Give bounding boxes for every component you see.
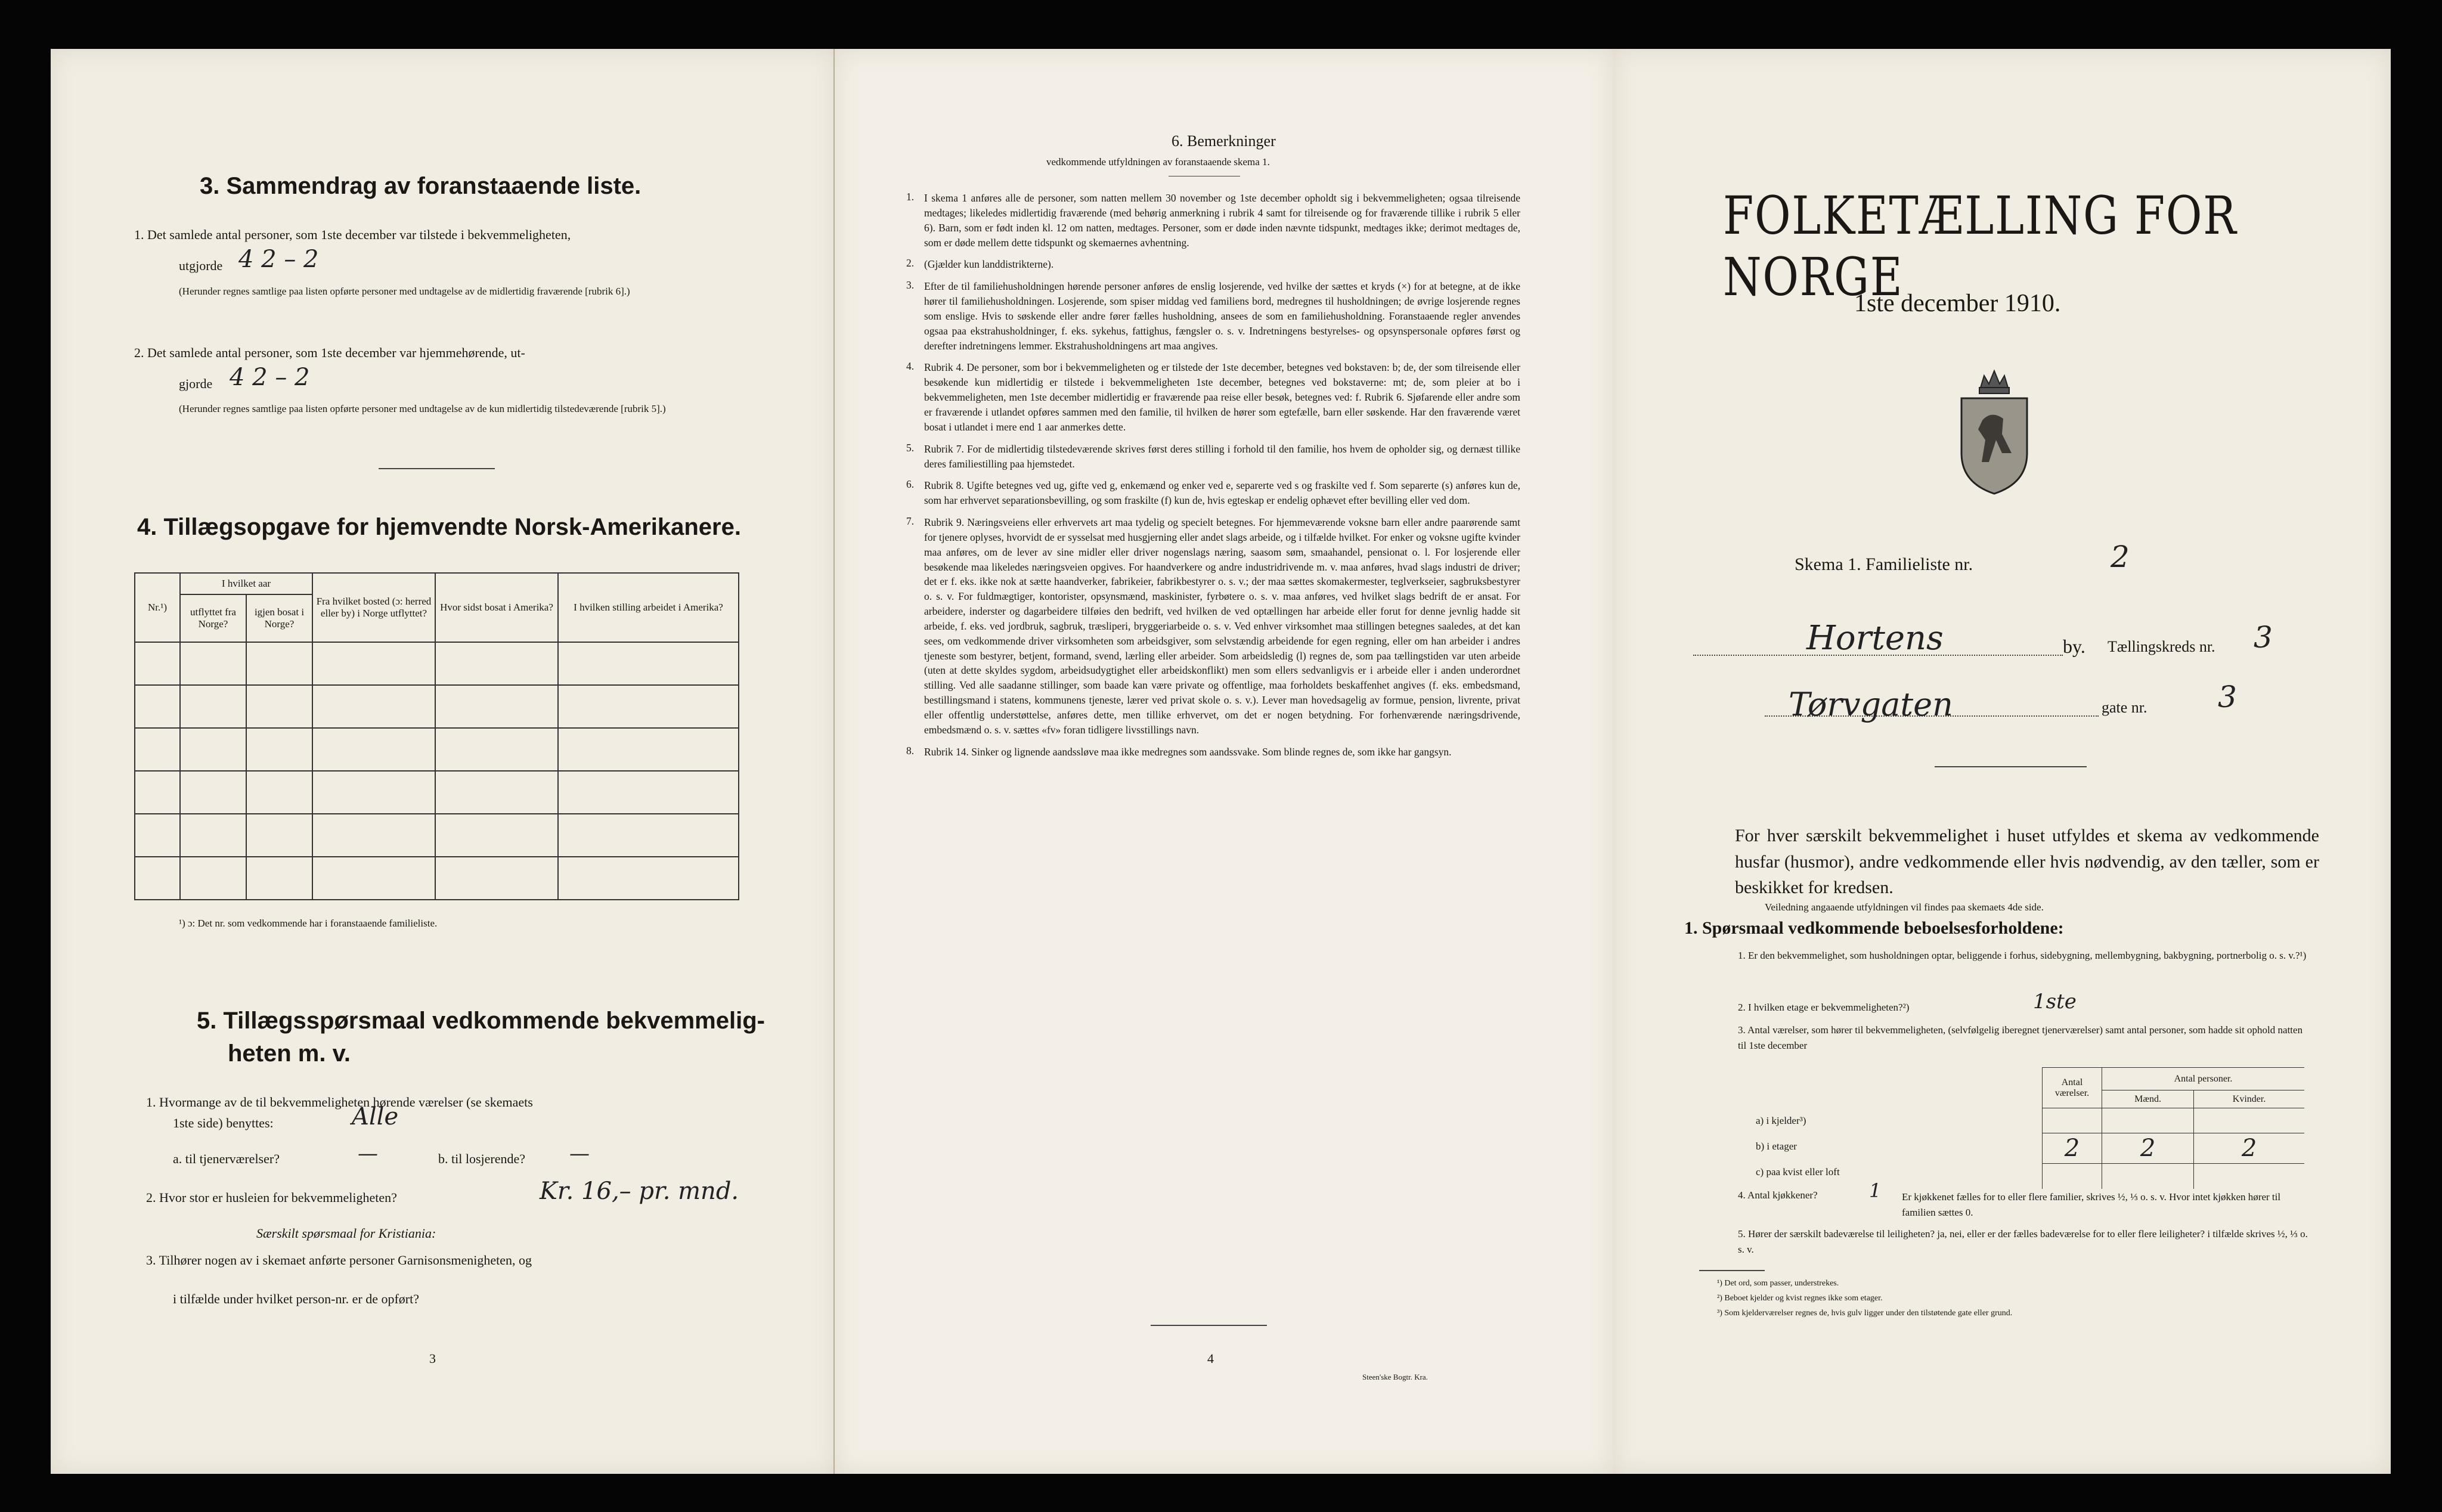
- section-4-title: 4. Tillægsopgave for hjemvendte Norsk-Amerikanere.: [137, 514, 741, 540]
- remark-item: 2. (Gjælder kun landdistrikterne).: [906, 257, 1054, 271]
- q4b-text: Er kjøkkenet fælles for to eller flere familier, skrives ½, ⅓ o. s. v. Hvor intet kjøkken hører til familien sættes 0.: [1902, 1191, 2281, 1218]
- table-row: [2043, 1164, 2305, 1189]
- rooms-table: [2042, 1067, 2304, 1189]
- row-a-label: a) i kjelder³): [1756, 1115, 1806, 1126]
- gate-label: gate nr.: [2102, 699, 2147, 716]
- s5-q1-handwritten: Alle: [352, 1103, 399, 1130]
- s3-item-1-utgjorde: utgjorde: [179, 258, 223, 273]
- table-row: [135, 728, 739, 771]
- divider: [1935, 766, 2087, 767]
- footnote-2: ²) Beboet kjelder og kvist regnes ikke som etager.: [1717, 1294, 1883, 1303]
- remark-item: 4. Rubrik 4. De personer, som bor i bekvemmeligheten og er tilstede der 1ste december, betegnes ved bokstaven: b; de, der som tilreisende eller besøkende kun midlertidig er tilstede i bekvemmeligheten 1ste december, betegnes ved bokstaverne: mt; de, som pleier at bo i bekvemmeligheten, men 1ste december midlertidig er fraværende paa reise eller besøk, betegnes ved: f. Rubrik 6. Sjøfarende eller andre som er fraværende i utlandet opføres sammen med den familie, til hvilken de hører som egtefælle, barn eller søskende. Har den fraværende været bosat i utlandet i mere end 1 aar anmerkes dette.: [906, 360, 1520, 433]
- section-5-title-line1: 5. Tillægsspørsmaal vedkommende bekvemmelig-: [197, 1008, 765, 1034]
- section-5-title-line2: heten m. v.: [228, 1040, 351, 1067]
- census-title: FOLKETÆLLING FOR NORGE: [1723, 185, 2238, 308]
- remark-item: 6. Rubrik 8. Ugifte betegnes ved ug, gifte ved g, enkemænd og enker ved e, separerte ved s og fraskilte ved f. Som separerte (s) anføres kun de, som har erhvervet separationsbevilling, og som fraskilte (f) kun de, hvis egteskap er endelig ophævet efter bevilling eller ved dom.: [906, 478, 1520, 507]
- row-b-label: b) i etager: [1756, 1141, 1797, 1152]
- cell-maend: 2: [2102, 1133, 2194, 1164]
- col-stilling: I hvilken stilling arbeidet i Amerika?: [558, 573, 739, 642]
- divider: [1151, 1325, 1267, 1326]
- s3-item-1-handwritten: 4 2 – 2: [238, 246, 319, 273]
- s3-item-1-note: (Herunder regnes samtlige paa listen opførte personer med undtagelse av de midlertidig fraværende [rubrik 6].): [179, 286, 630, 297]
- printer-mark: Steen'ske Bogtr. Kra.: [1362, 1372, 1428, 1381]
- page-number: 4: [1207, 1351, 1214, 1366]
- remark-item: 8. Rubrik 14. Sinker og lignende aandssløve maa ikke medregnes som aandssvake. Som blinde regnes de, som ikke har gangsyn.: [906, 744, 1452, 758]
- s3-item-2-note: (Herunder regnes samtlige paa listen opførte personer med undtagelse av de kun midlertidig tilstedeværende [rubrik 5].): [179, 403, 666, 414]
- remark-item: 7. Rubrik 9. Næringsveiens eller erhvervets art maa tydelig og specielt betegnes. For hjemmeværende voksne barn eller andre paarørende samt for tjenere oplyses, hvorvidt de er sysselsat med husgjerning eller andet slags arbeide, og i tilfælde hvilket. For enker og voksne ugifte kvinder maa anføres, om de lever av sine midler eller driver nogenslags næring, saasom søm, smaahandel, pensionat o. l. For losjerende eller besøkende maa likeledes næringsveien opgives. For haandverkere og andre industridrivende m. v. maa anføres, hvad slags industri de driver; det er f. eks. ikke nok at sætte haandverker, fabrikeier, fabrikbestyrer o. s. v.; der maa sættes skomakermester, teglverkseier, sagbruksbestyrer o. s. v. For fuldmægtiger, kontorister, opsynsmænd, maskinister, fyrbøtere o. s. v. maa anføres, ved hvilket slags bedrift de er ansat. For arbeidere, inderster og dagarbeidere tilføies den bedrift, ved hvilken de ved optællingen har arbeide eller forut for denne jevnlig hadde sit arbeide, f. eks. ved jordbruk, sagbruk, træsliperi, bryggeriarbeide o. s. v. Ved enhver virksomhet maa stillingen betegnes saaledes, at det kan sees, om vedkommende driver virksomheten som arbeidsgiver, som selvstændig arbeidende for egen regning, eller om han arbeider i andres tjeneste som bestyrer, betjent, formand, svend, lærling eller arbeider. Som arbeidsledig (l) regnes de, som paa tællingstiden var uten arbeide (uten at dette skyldes sygdom, arbeidsudygtighet eller arbeidskonflikt) men som ellers sedvanligvis er i arbeide eller i anden underordnet stilling. Ved alle saadanne stillinger, som baade kan være private og offentlige, maa forholdets beskaffenhet angives (f. eks. embedsmand, bestillingsmand i statens, kommunens tjeneste, lærer ved privat skole o. s. v.). Lever man hovedsagelig av formue, pension, livrente, privat eller offentlig understøttelse, anføres dette, men tillike erhvervet, om det er nogen betydning. For forhenværende næringsdrivende, embedsmænd o. s. v. sættes «fv» foran tidligere livsstillings navn.: [906, 515, 1520, 736]
- census-date: 1ste december 1910.: [1854, 290, 2061, 317]
- s3-item-2-handwritten: 4 2 – 2: [230, 364, 310, 391]
- page-number: 3: [429, 1351, 436, 1366]
- footnote-3: ³) Som kjelderværelser regnes de, hvis gulv ligger under den tilstøtende gate eller grund.: [1717, 1309, 2013, 1318]
- s3-item-1: 1. Det samlede antal personer, som 1ste december var tilstede i bekvemmeligheten,: [134, 227, 571, 242]
- kreds-number: 3: [2254, 620, 2273, 655]
- divider: [1699, 1270, 1765, 1271]
- col-antal-vaerelser: Antal værelser.: [2043, 1068, 2102, 1108]
- bemerkninger-subtitle: vedkommende utfyldningen av foranstaaende skema 1.: [1046, 156, 1270, 168]
- s5-q2-handwritten: Kr. 16,– pr. mnd.: [540, 1178, 739, 1205]
- table-row: [2043, 1133, 2305, 1164]
- col-igjen: igjen bosat i Norge?: [246, 594, 312, 642]
- s3-item-2-gjorde: gjorde: [179, 376, 213, 391]
- col-hvor: Hvor sidst bosat i Amerika?: [435, 573, 558, 642]
- q3-text: 3. Antal værelser, som hører til bekvemmeligheten, (selvfølgelig iberegnet tjenerværelser) samt antal personer, som hadde sit ophold natten til 1ste december: [1738, 1024, 2303, 1051]
- remark-item: 3. Efter de til familiehusholdningen hørende personer anføres de enslig losjerende, ved hvilke der sættes et kryds (×) for at betegne, at de ikke hører til familiehusholdningen. Losjerende, som spiser middag ved familiens bord, medregnes til husholdningen; de øvrige losjerende regnes som enslige. Hvis to søskende eller andre fører fælles husholdning, ansees de som en familiehusholdning. Foranstaaende regler anvendes ogsaa paa ekstrahusholdninger, f. eks. sykehus, fattighus, fængsler o. s. v. Indretningens bestyrelses- og opsynspersonale opføres først og derefter indretningens lemmer. Ekstrahusholdningens art maa angives.: [906, 279, 1520, 352]
- col-fra: Fra hvilket bosted (ɔ: herred eller by) i Norge utflyttet?: [312, 573, 435, 642]
- q4-handwritten: 1: [1869, 1179, 1882, 1202]
- gate-handwritten: Tørvgaten: [1789, 686, 1953, 723]
- col-maend: Mænd.: [2102, 1090, 2194, 1108]
- familieliste-number: 2: [2111, 540, 2130, 574]
- row-c-label: c) paa kvist eller loft: [1756, 1166, 1840, 1178]
- remark-item: 1. I skema 1 anføres alle de personer, som natten mellem 30 november og 1ste december opholdt sig i bekvemmeligheten; ogsaa tilreisende medtages; likeledes midlertidig fraværende (med behørig anmerkning i rubrik 4 samt for tilreisende og for fraværende tillike i rubrik 5 eller 6). Barn, som er født inden kl. 12 om natten, medtages. Personer, som er døde inden nævnte tidspunkt, medtages ikke; derimot medtages de, som er døde mellem dette tidspunkt og skemaernes avhentning.: [906, 191, 1520, 249]
- s5-q1: 1. Hvormange av de til bekvemmeligheten hørende værelser (se skemaets: [146, 1095, 533, 1110]
- col-kvinder: Kvinder.: [2194, 1090, 2304, 1108]
- remark-item: 5. Rubrik 7. For de midlertidig tilstedeværende skrives først deres stilling i forhold til den familie, hos hvem de opholder sig, og dernæst tillike deres familiestilling paa hjemstedet.: [906, 441, 1520, 470]
- s5-q1a-handwritten: —: [358, 1142, 378, 1166]
- cell-kvinder: 2: [2194, 1133, 2304, 1164]
- s5-q1a: a. til tjenerværelser?: [173, 1151, 280, 1166]
- footnote-1: ¹) Det ord, som passer, understrekes.: [1717, 1279, 1839, 1288]
- col-utflyttet: utflyttet fra Norge?: [180, 594, 246, 642]
- q5-text: 5. Hører der særskilt badeværelse til leiligheten? ja, nei, eller er der fælles badeværelse for to eller flere leiligheter? i tilfælde skrives ½, ⅓ o. s. v.: [1738, 1228, 2308, 1255]
- table-row: [135, 857, 739, 900]
- s5-q3: 3. Tilhører nogen av i skemaet anførte personer Garnisonsmenigheten, og: [146, 1253, 532, 1268]
- s5-q1c-handwritten: —: [569, 1142, 590, 1166]
- table-row: [135, 771, 739, 814]
- q1-text: 1. Er den bekvemmelighet, som husholdningen optar, beliggende i forhus, sidebygning, mellembygning, bakbygning, portnerbolig o. s. v.?¹): [1738, 950, 2307, 961]
- skema-label: Skema 1. Familieliste nr.: [1795, 554, 1973, 574]
- q4-text: 4. Antal kjøkkener?: [1738, 1189, 1818, 1201]
- s5-q2: 2. Hvor stor er husleien for bekvemmeligheten?: [146, 1190, 397, 1205]
- table-row: [135, 642, 739, 685]
- by-handwritten: Hortens: [1806, 619, 1944, 658]
- by-label: by.: [2063, 636, 2085, 657]
- gate-number: 3: [2218, 680, 2237, 714]
- s3-item-2: 2. Det samlede antal personer, som 1ste december var hjemmehørende, ut-: [134, 345, 525, 360]
- s5-kristiania: Særskilt spørsmaal for Kristiania:: [256, 1226, 436, 1241]
- col-aar: I hvilket aar: [180, 573, 312, 594]
- col-nr: Nr.¹): [135, 573, 180, 642]
- q2-text: 2. I hvilken etage er bekvemmeligheten?²): [1738, 1002, 1910, 1013]
- s4-footnote: ¹) ɔ: Det nr. som vedkommende har i foranstaaende familieliste.: [179, 918, 438, 929]
- intro-text: For hver særskilt bekvemmelighet i huset utfyldes et skema av vedkommende husfar (husmor), andre vedkommende eller hvis nødvendig, av den tæller, som er beskikket for kredsen.: [1735, 826, 2319, 897]
- cell-vaerelser: 2: [2043, 1133, 2102, 1164]
- coat-of-arms-icon: [1950, 364, 2039, 498]
- q2-handwritten: 1ste: [2033, 990, 2077, 1014]
- bemerkninger-title: 6. Bemerkninger: [1172, 132, 1276, 150]
- questions-title: 1. Spørsmaal vedkommende beboelsesforholdene:: [1684, 918, 2064, 938]
- table-row: [135, 685, 739, 728]
- divider: [379, 468, 495, 469]
- col-antal-personer: Antal personer.: [2102, 1068, 2305, 1090]
- kreds-label: Tællingskreds nr.: [2108, 638, 2215, 655]
- s5-q1b: 1ste side) benyttes:: [173, 1116, 274, 1130]
- s5-q3b: i tilfælde under hvilket person-nr. er de opført?: [173, 1291, 419, 1306]
- norsk-amerikanere-table: [134, 572, 739, 900]
- table-row: [2043, 1108, 2305, 1133]
- veiledning: Veiledning angaaende utfyldningen vil findes paa skemaets 4de side.: [1765, 901, 2044, 913]
- remarks-list: [906, 191, 1520, 767]
- table-row: [135, 814, 739, 857]
- s5-q1c: b. til losjerende?: [438, 1151, 526, 1166]
- section-3-title: 3. Sammendrag av foranstaaende liste.: [200, 173, 642, 199]
